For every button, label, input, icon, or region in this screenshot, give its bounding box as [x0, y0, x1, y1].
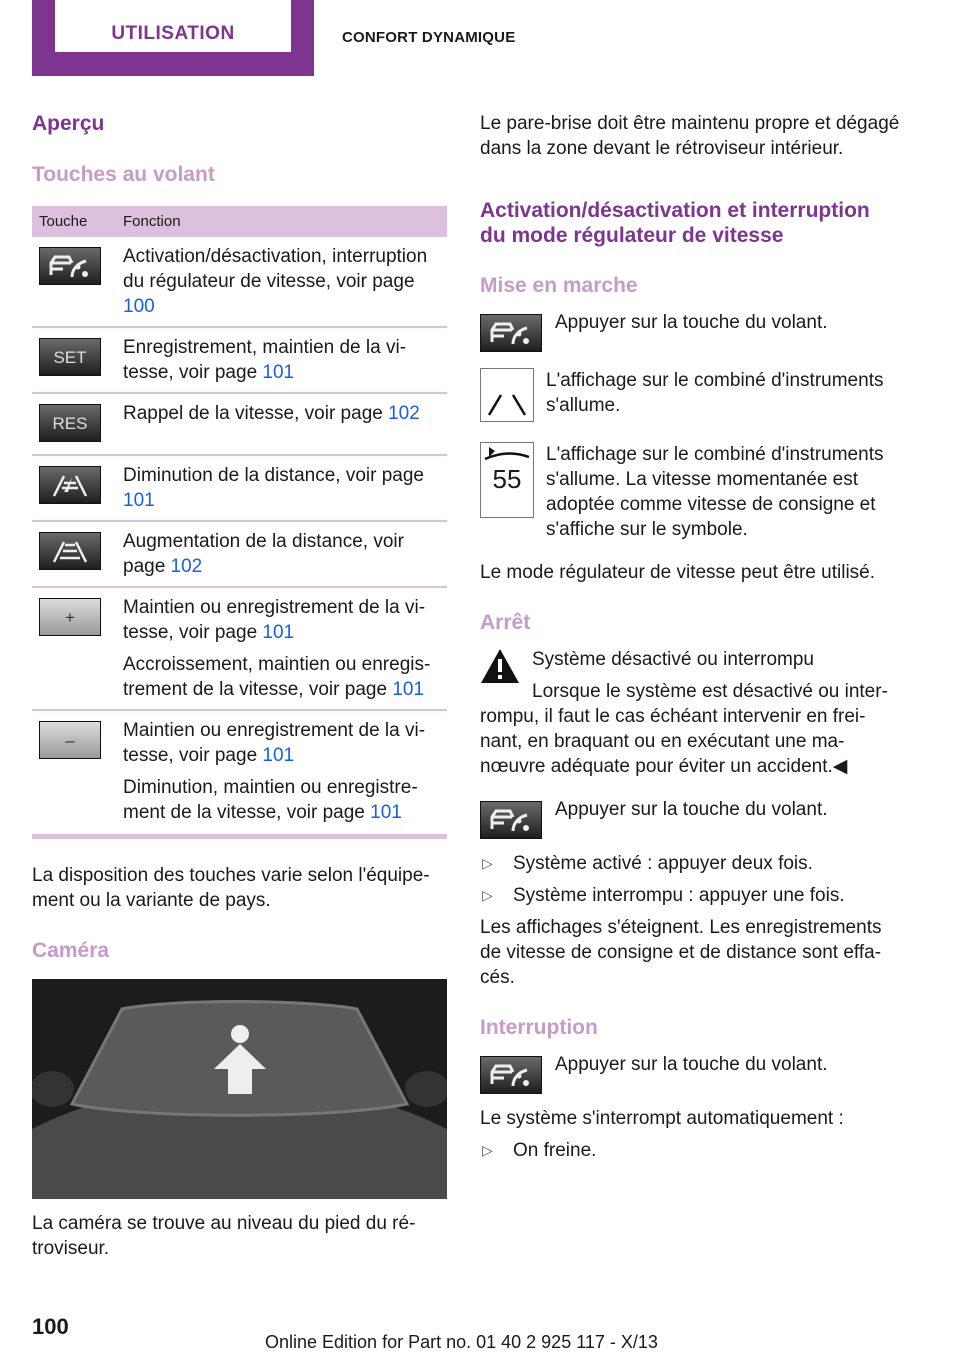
set-key: SET — [39, 338, 101, 376]
table-row — [32, 587, 447, 710]
display1-row — [480, 368, 900, 422]
page-link[interactable]: 101 — [123, 490, 155, 511]
layout-note: La disposition des touches varie selon l'équipement ou la variante de pays. — [32, 865, 430, 911]
triangle-bullet-icon: ▷ — [482, 855, 493, 871]
warning-title: Système désactivé ou interrompu — [532, 649, 814, 670]
page-link[interactable]: 101 — [262, 745, 295, 766]
auto-list — [480, 1138, 900, 1163]
row-text: Enregistrement, maintien de la vitesse, voir page — [123, 337, 407, 383]
list-item-text: Système interrompu : appuyer une fois. — [513, 885, 845, 906]
footer-edition: Online Edition for Part no. 01 40 2 925 117 - X/13 — [265, 1332, 658, 1352]
table-row — [32, 710, 447, 837]
chapter-tab — [32, 0, 314, 76]
list-item-text: On freine. — [513, 1140, 597, 1161]
auto-text: Le système s'interrompt automatiquement : — [480, 1108, 844, 1129]
page-link[interactable]: 101 — [262, 362, 295, 383]
table-row — [32, 327, 447, 393]
res-key: RES — [39, 404, 101, 442]
heading-camera: Caméra — [32, 939, 110, 962]
row-text: Maintien ou enregistrement de la vitesse, voir page — [123, 597, 426, 643]
list-item — [480, 883, 900, 908]
table-row — [32, 521, 447, 587]
display2-row — [480, 442, 900, 542]
section-title: CONFORT DYNAMIQUE — [342, 29, 516, 46]
display1-text: L'affichage sur le combiné d'instruments s'allume. — [546, 370, 884, 416]
col-header-touche: Touche — [32, 206, 123, 237]
distance-decrease-icon — [39, 466, 101, 504]
list-item-text: Système activé : appuyer deux fois. — [513, 853, 813, 874]
heading-arret: Arrêt — [480, 611, 531, 634]
display2-text: L'affichage sur le combiné d'instruments s'allume. La vitesse momentanée est adoptée comme vitesse de consigne et s'affiche sur le symbole. — [546, 444, 884, 540]
warning-block — [480, 647, 900, 779]
triangle-bullet-icon: ▷ — [482, 887, 493, 903]
set-speed-display-icon — [480, 442, 534, 518]
col-header-fonction: Fonction — [123, 206, 447, 237]
cruise-control-key-icon — [480, 314, 542, 352]
keys-table — [32, 206, 447, 839]
table-row — [32, 393, 447, 455]
heading-interruption: Interruption — [480, 1016, 598, 1039]
distance-increase-icon — [39, 532, 101, 570]
stop-step: Appuyer sur la touche du volant. — [555, 799, 828, 820]
row-text: Rappel de la vitesse, voir page — [123, 403, 389, 424]
road-display-icon — [480, 368, 534, 422]
page-link[interactable]: 102 — [170, 556, 203, 577]
warning-icon — [480, 647, 520, 698]
list-item — [480, 851, 900, 876]
stop-step-row — [480, 797, 900, 839]
page-link[interactable]: 100 — [123, 296, 155, 317]
page-link[interactable]: 101 — [370, 802, 402, 823]
start-step: Appuyer sur la touche du volant. — [555, 312, 828, 333]
plus-key: + — [39, 598, 101, 636]
minus-key: – — [39, 721, 101, 759]
row-text: Diminution de la distance, voir page — [123, 465, 425, 486]
interruption-step-row — [480, 1052, 900, 1094]
row-text: Accroissement, maintien ou enregistrement de la vitesse, voir page — [123, 654, 431, 700]
usable-text: Le mode régulateur de vitesse peut être utilisé. — [480, 562, 876, 583]
stop-list — [480, 851, 900, 908]
table-row — [32, 455, 447, 521]
page-link[interactable]: 102 — [388, 403, 420, 424]
stop-result: Les affichages s'éteignent. Les enregistrements de vitesse de consigne et de distance sont effacés. — [480, 917, 882, 988]
chapter-tab-label: UTILISATION — [55, 0, 291, 52]
row-text: Augmentation de la distance, voir page — [123, 531, 404, 577]
table-row — [32, 237, 447, 327]
cruise-control-key-icon — [39, 247, 101, 285]
page-link[interactable]: 101 — [262, 622, 295, 643]
start-step-row — [480, 310, 900, 352]
heading-activation: Activation/désactivation et interruption du mode régulateur de vitesse — [480, 199, 870, 247]
heading-apercu: Aperçu — [32, 112, 105, 135]
interruption-step: Appuyer sur la touche du volant. — [555, 1054, 828, 1075]
row-text: Diminution, maintien ou enregistrement de la vitesse, voir page — [123, 777, 418, 823]
row-text: Activation/désactivation, interruption du régulateur de vitesse, voir page — [123, 246, 428, 292]
cruise-control-key-icon — [480, 801, 542, 839]
row-text: Maintien ou enregistrement de la vitesse, voir page — [123, 720, 426, 766]
triangle-bullet-icon: ▷ — [482, 1142, 493, 1158]
camera-caption: La caméra se trouve au niveau du pied du rétroviseur. — [32, 1213, 416, 1259]
right-column — [480, 111, 900, 1170]
page-link[interactable]: 101 — [392, 679, 425, 700]
heading-mise-en-marche: Mise en marche — [480, 274, 638, 297]
set-speed-value: 55 — [492, 464, 522, 494]
cruise-control-key-icon — [480, 1056, 542, 1094]
camera-image — [32, 979, 447, 1199]
page-number: 100 — [32, 1314, 69, 1339]
left-column — [32, 111, 447, 1261]
list-item — [480, 1138, 900, 1163]
warning-text: Lorsque le système est désactivé ou interrompu, il faut le cas échéant intervenir en freinant, en braquant ou en exécutant une manœuvre adéquate pour éviter un accident.◀ — [480, 681, 888, 777]
intro-text: Le pare-brise doit être maintenu propre et dégagé dans la zone devant le rétroviseur intérieur. — [480, 113, 900, 159]
heading-touches: Touches au volant — [32, 163, 215, 186]
